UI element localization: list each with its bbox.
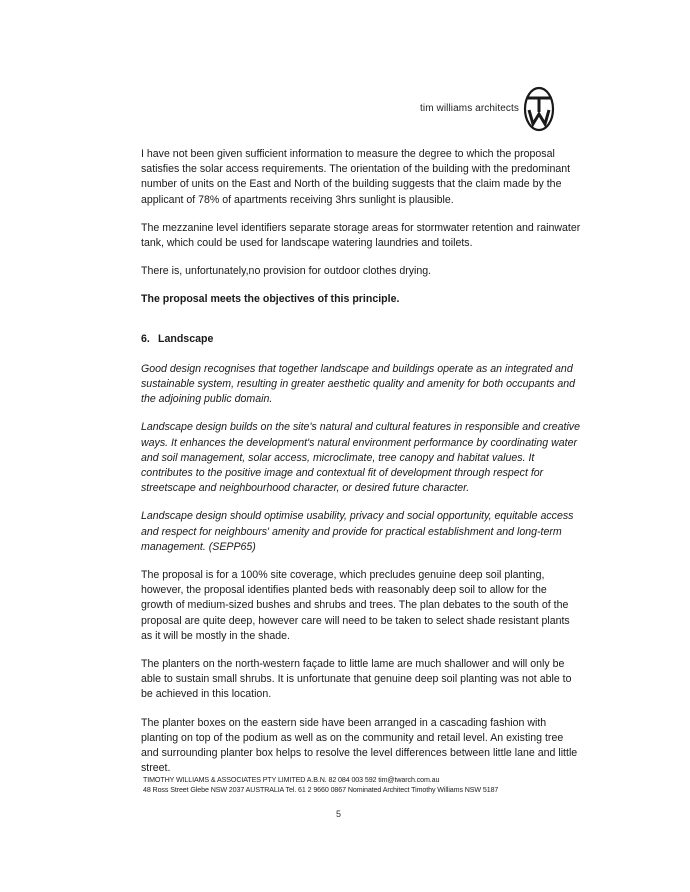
- section-title: Landscape: [158, 332, 214, 345]
- section-heading: [141, 332, 581, 347]
- header-firm-name: tim williams architects: [420, 103, 519, 114]
- footer: [143, 775, 498, 795]
- section-number: 6.: [141, 332, 150, 345]
- tw-logo-icon: [521, 84, 557, 134]
- paragraph-conclusion: The proposal meets the objectives of this principle.: [141, 293, 400, 306]
- paragraph-mezzanine: The mezzanine level identifiers separate storage areas for stormwater retention and rainwater tank, which could be used for landscape watering laundries and toilets.: [141, 221, 581, 250]
- footer-company-line: TIMOTHY WILLIAMS & ASSOCIATES PTY LIMITED A.B.N. 82 084 003 592 tim@twarch.com.au: [143, 776, 440, 784]
- quote-paragraph-1: Good design recognises that together landscape and buildings operate as an integrated and sustainable system, resulting in greater aesthetic quality and amenity for both occupants and the adjoining public domain.: [141, 362, 576, 406]
- paragraph-planters-north-west: The planters on the north-western façade to little lame are much shallower and will only be able to sustain small shrubs. It is unfortunate that genuine deep soil planting was not able to be achieved in this location.: [141, 658, 572, 701]
- quote-paragraph-3: Landscape design should optimise usability, privacy and social opportunity, equitable access and respect for neighbours' amenity and provide for practical establishment and long-term management. (SEPP65): [141, 510, 574, 553]
- paragraph-solar-access: I have not been given sufficient information to measure the degree to which the proposal satisfies the solar access requirements. The orientation of the building with the predominant number of units on the East and North of the building suggests that the claim made by the applicant of 78% of apartments receiving 3hrs sunlight is plausible.: [141, 148, 571, 206]
- page-number: 5: [336, 809, 342, 819]
- footer-address-line: 48 Ross Street Glebe NSW 2037 AUSTRALIA Tel. 61 2 9660 0867 Nominated Architect Timothy Williams NSW 5187: [143, 786, 499, 794]
- quote-paragraph-2: Landscape design builds on the site's natural and cultural features in responsible and creative ways. It enhances the development's natural environment performance by coordinating water and soil management, solar access, microclimate, tree canopy and habitat values. It contributes to the positive image and contextual fit of development through respect for streetscape and neighbourhood character, or desired future character.: [141, 421, 580, 495]
- paragraph-clothes-drying: There is, unfortunately,no provision for outdoor clothes drying.: [141, 265, 432, 278]
- page-body: [141, 147, 581, 790]
- paragraph-site-coverage: The proposal is for a 100% site coverage, which precludes genuine deep soil planting, however, the proposal identifies planted beds with reasonably deep soil to allow for the growth of medium-sized bushes and shrubs and trees. The plan debates to the south of the proposal are quite deep, however care will need to be taken to select shade resistant plants as it will be mostly in the shade.: [141, 569, 570, 642]
- paragraph-planters-east: The planter boxes on the eastern side have been arranged in a cascading fashion with planting on top of the podium as well as on the community and retail level. An existing tree and surrounding planter box helps to resolve the level differences between little lane and little street.: [141, 716, 578, 775]
